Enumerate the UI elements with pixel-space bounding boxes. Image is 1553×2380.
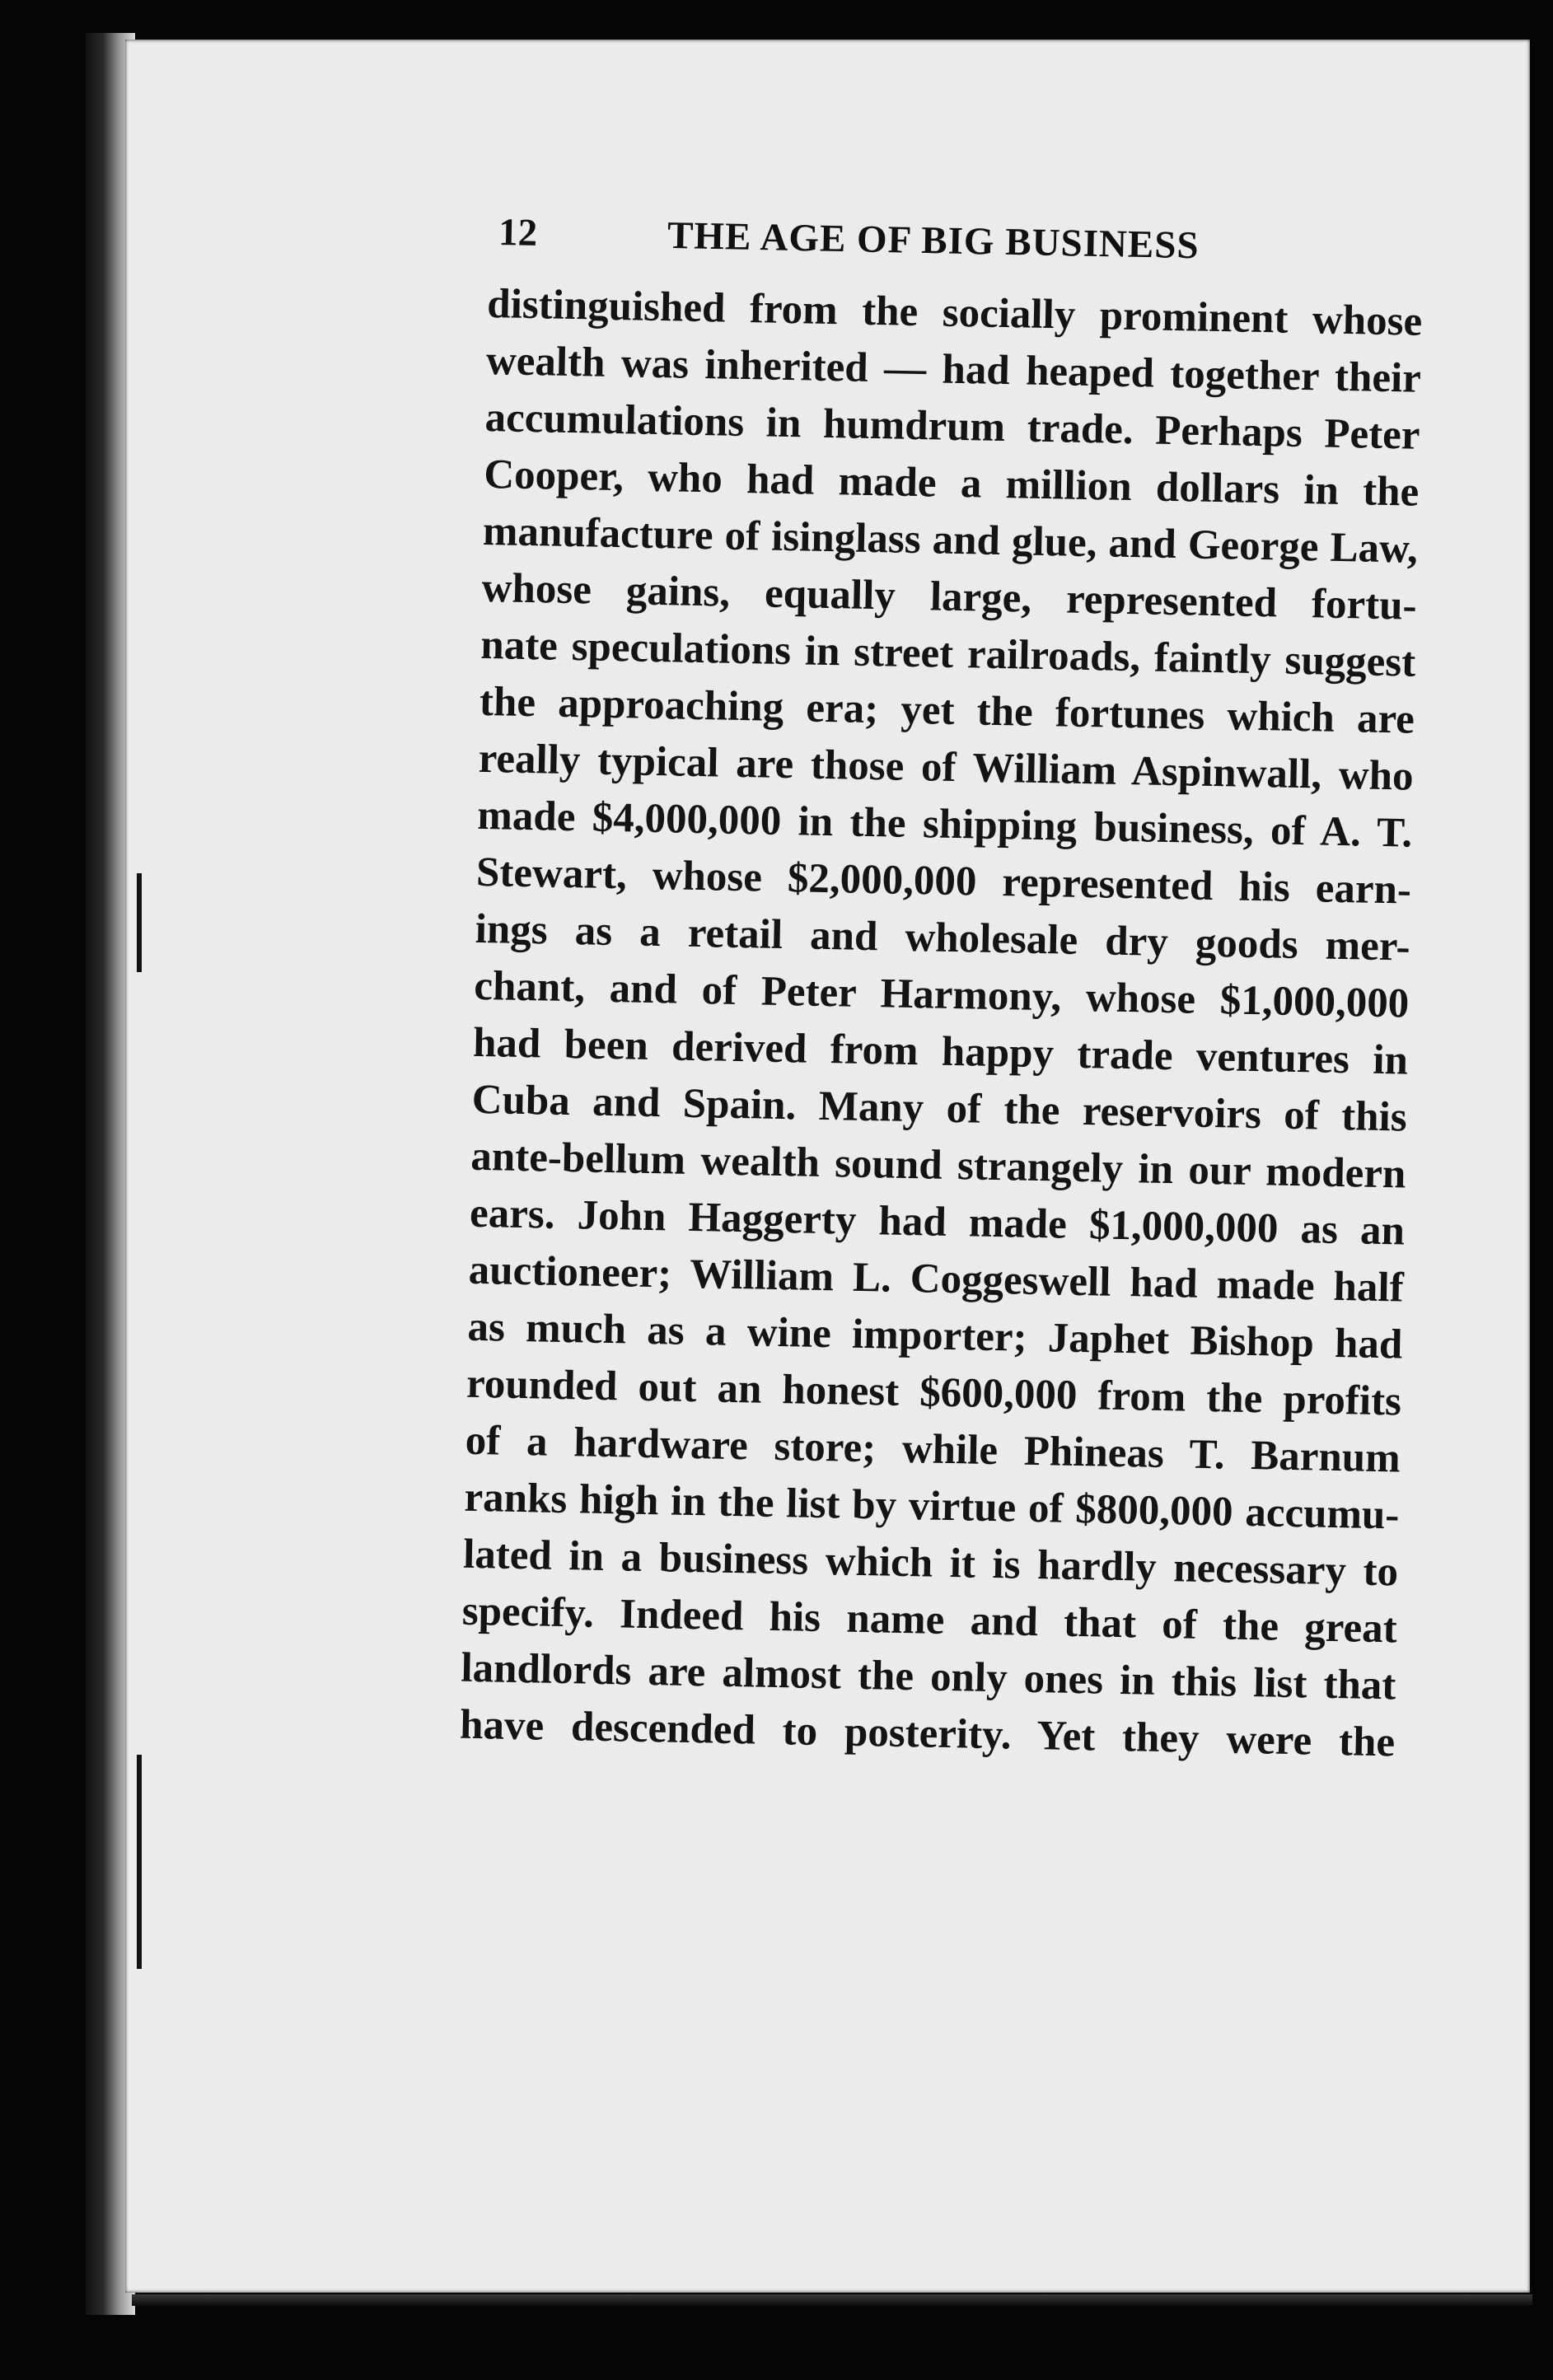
text-line: ings as a retail and wholesale dry goods mer- — [475, 905, 1411, 970]
page-number: 12 — [498, 211, 538, 255]
text-line: have descended to posterity. Yet they were the — [459, 1701, 1396, 1766]
text-line: chant, and of Peter Harmony, whose $1,000,000 — [473, 962, 1410, 1027]
text-line: rounded out an honest $600,000 from the profits — [465, 1360, 1402, 1425]
text-line: really typical are those of William Aspinwall, who — [478, 735, 1415, 800]
text-line: the approaching era; yet the fortunes which are — [479, 678, 1415, 743]
text-line: wealth was inherited — had heaped together their — [485, 337, 1422, 402]
text-line: of a hardware store; while Phineas T. Barnum — [465, 1417, 1401, 1482]
page-bottom-edge — [132, 2294, 1532, 2306]
text-line: whose gains, equally large, represented fortu- — [481, 564, 1418, 629]
text-line: landlords are almost the only ones in this list that — [461, 1644, 1396, 1709]
text-line: accumulations in humdrum trade. Perhaps Peter — [484, 394, 1421, 459]
spine-mark — [137, 873, 142, 972]
text-line: had been derived from happy trade ventures in — [472, 1019, 1409, 1084]
running-head: THE AGE OF BIG BUSINESS — [667, 213, 1200, 268]
text-line: made $4,000,000 in the shipping business, of A. T. — [476, 792, 1413, 857]
text-line: as much as a wine importer; Japhet Bishop had — [466, 1303, 1403, 1368]
text-line: nate speculations in street railroads, faintly suggest — [479, 621, 1416, 686]
text-line: lated in a business which it is hardly necessary to — [462, 1531, 1399, 1596]
text-line: distinguished from the socially prominent whose — [486, 280, 1423, 345]
text-line: Cooper, who had made a million dollars in the — [483, 451, 1420, 516]
text-line: manufacture of isinglass and glue, and George Law, — [482, 507, 1419, 573]
text-line: Stewart, whose $2,000,000 represented his earn- — [475, 849, 1412, 914]
text-line: specify. Indeed his name and that of the great — [461, 1587, 1398, 1653]
text-line: ears. John Haggerty had made $1,000,000 as an — [469, 1190, 1406, 1255]
text-line: Cuba and Spain. Many of the reservoirs of this — [471, 1076, 1408, 1141]
text-line: ranks high in the list by virtue of $800,000 accumu- — [463, 1474, 1400, 1539]
body-text — [460, 276, 1423, 1771]
text-line: auctioneer; William L. Coggeswell had made half — [468, 1246, 1405, 1312]
spine-mark — [137, 1755, 142, 1969]
text-line: ante-bellum wealth sound strangely in our modern — [470, 1133, 1406, 1198]
